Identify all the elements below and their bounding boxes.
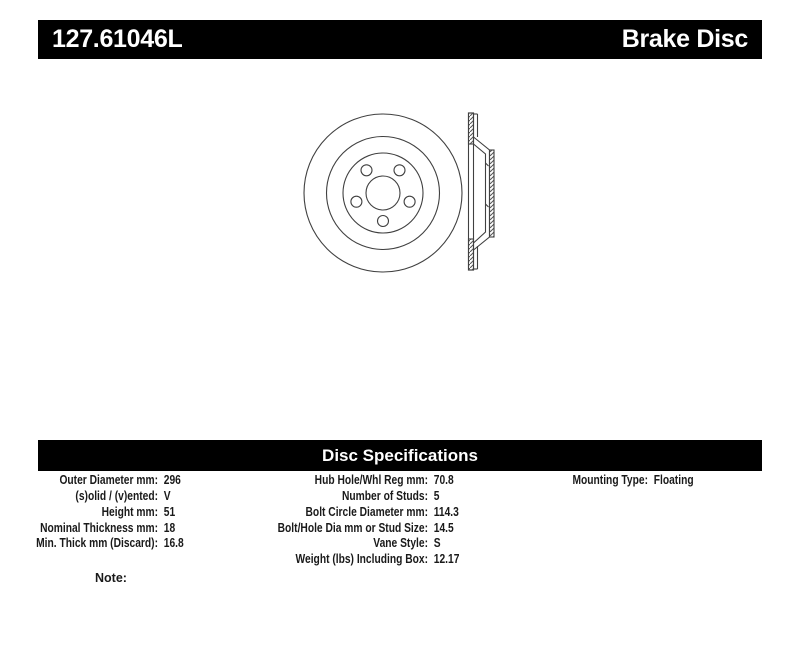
spec-value: 18 xyxy=(163,520,176,535)
spec-value: V xyxy=(163,488,171,503)
brake-disc-drawing xyxy=(290,100,515,285)
spec-label: Min. Thick mm (Discard): xyxy=(36,536,158,551)
spec-row-height xyxy=(60,504,176,521)
spec-row-min-thick xyxy=(36,536,184,552)
spec-value: 16.8 xyxy=(163,536,184,551)
spec-label: Number of Studs: xyxy=(342,488,428,503)
spec-label: Nominal Thickness mm: xyxy=(40,520,158,535)
disc-specifications-bar xyxy=(38,440,762,471)
spec-value: S xyxy=(433,536,441,551)
spec-value: 5 xyxy=(433,488,440,503)
spec-column-right xyxy=(559,473,694,489)
spec-value: 12.17 xyxy=(433,552,460,567)
product-type-title: Brake Disc xyxy=(621,25,748,53)
spec-row-nominal-thickness xyxy=(40,520,176,537)
spec-label: Mounting Type: xyxy=(572,473,648,487)
brake-disc-cross-section xyxy=(469,113,495,270)
spec-column-middle xyxy=(277,473,460,568)
spec-value: 296 xyxy=(163,473,181,487)
spec-value: 114.3 xyxy=(433,504,459,519)
brake-disc-front-view xyxy=(304,114,462,272)
spec-row-vane-style xyxy=(310,536,441,552)
spec-row-number-of-studs xyxy=(310,488,440,505)
spec-row-weight xyxy=(295,552,460,568)
spec-label: Bolt/Hole Dia mm or Stud Size: xyxy=(277,520,428,535)
spec-row-hub-hole xyxy=(310,473,454,489)
spec-value: 70.8 xyxy=(433,473,454,487)
disc-specifications-title: Disc Specifications xyxy=(322,445,478,465)
note-label: Note: xyxy=(95,571,127,585)
spec-column-left xyxy=(36,473,184,552)
spec-row-solid-vented xyxy=(60,488,171,505)
header-bar xyxy=(38,20,762,59)
spec-value: 51 xyxy=(163,504,176,519)
spec-row-mounting-type xyxy=(559,473,694,489)
spec-label: Height mm: xyxy=(101,504,158,519)
spec-label: Hub Hole/Whl Reg mm: xyxy=(314,473,428,487)
spec-label: Vane Style: xyxy=(373,536,428,551)
spec-value: 14.5 xyxy=(433,520,454,535)
part-number: 127.61046L xyxy=(52,25,183,53)
spec-value: Floating xyxy=(653,473,694,487)
spec-label: Bolt Circle Diameter mm: xyxy=(305,504,428,519)
spec-row-bolt-hole-dia xyxy=(277,520,454,537)
spec-row-outer-diameter xyxy=(59,473,181,489)
spec-label: Weight (lbs) Including Box: xyxy=(295,552,428,567)
spec-label: (s)olid / (v)ented: xyxy=(75,488,158,503)
spec-row-bolt-circle-diameter xyxy=(305,504,459,521)
spec-label: Outer Diameter mm: xyxy=(59,473,159,487)
